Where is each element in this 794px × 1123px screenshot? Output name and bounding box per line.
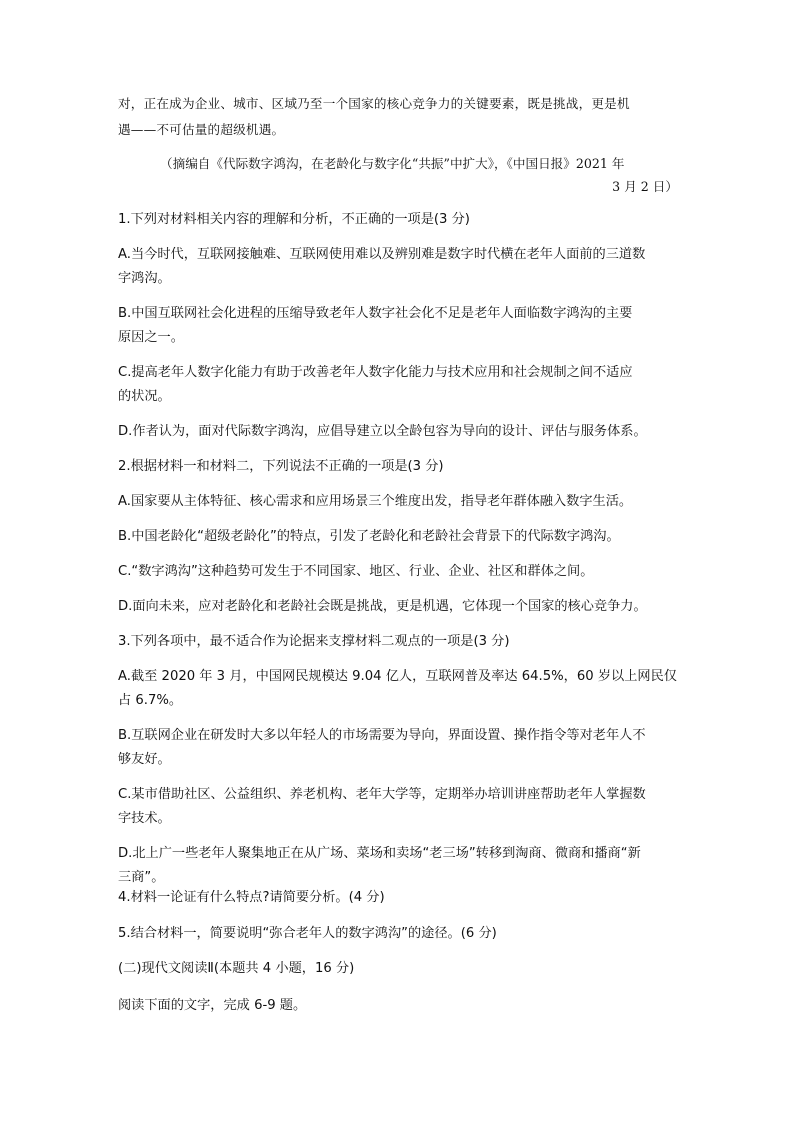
question-3-option-c-cont: 字技术。 (118, 811, 171, 826)
question-1-option-a-cont: 字鸿沟。 (118, 271, 171, 286)
source-citation-line-1: （摘编自《代际数字鸿沟，在老龄化与数字化“共振”中扩大》，《中国日报》2021 年 (160, 156, 625, 171)
question-3-option-a: A.截至 2020 年 3 月，中国网民规模达 9.04 亿人，互联网普及率达 64.5%，60 岁以上网民仅 (118, 669, 677, 684)
question-3-option-a-cont: 占 6.7%。 (118, 693, 183, 708)
question-2-option-b: B.中国老龄化“超级老龄化”的特点，引发了老龄化和老龄社会背景下的代际数字鸿沟。 (118, 529, 620, 544)
question-3-option-d-cont: 三商”。 (118, 870, 165, 885)
question-4: 4.材料一论证有什么特点?请简要分析。(4 分) (118, 890, 385, 905)
section-heading: (二)现代文阅读Ⅱ(本题共 4 小题，16 分) (118, 961, 355, 976)
intro-line-1: 对，正在成为企业、城市、区域乃至一个国家的核心竞争力的关键要素，既是挑战，更是机 (118, 96, 630, 111)
question-2-option-a: A.国家要从主体特征、核心需求和应用场景三个维度出发，指导老年群体融入数字生活。 (118, 494, 633, 509)
question-2-option-c: C.“数字鸿沟”这种趋势可发生于不同国家、地区、行业、企业、社区和群体之间。 (118, 564, 594, 579)
question-1-option-d: D.作者认为，面对代际数字鸿沟，应倡导建立以全龄包容为导向的设计、评估与服务体系。 (118, 424, 647, 439)
question-5: 5.结合材料一，简要说明“弥合老年人的数字鸿沟”的途径。(6 分) (118, 926, 497, 941)
source-citation-line-2: 3 月 2 日） (612, 179, 678, 194)
question-1-option-b-cont: 原因之一。 (118, 330, 184, 345)
question-1-stem: 1.下列对材料相关内容的理解和分析，不正确的一项是(3 分) (118, 212, 470, 227)
question-1-option-a: A.当今时代，互联网接触难、互联网使用难以及辨别难是数字时代横在老年人面前的三道数 (118, 247, 646, 262)
question-3-option-c: C.某市借助社区、公益组织、养老机构、老年大学等，定期举办培训讲座帮助老年人掌握数 (118, 787, 646, 802)
question-2-stem: 2.根据材料一和材料二，下列说法不正确的一项是(3 分) (118, 459, 444, 474)
question-1-option-c-cont: 的状况。 (118, 389, 171, 404)
question-1-option-b: B.中国互联网社会化进程的压缩导致老年人数字社会化不足是老年人面临数字鸿沟的主要 (118, 306, 633, 321)
question-3-option-b: B.互联网企业在研发时大多以年轻人的市场需要为导向，界面设置、操作指令等对老年人不 (118, 728, 646, 743)
question-2-option-d: D.面向未来，应对老龄化和老龄社会既是挑战，更是机遇，它体现一个国家的核心竞争力。 (118, 599, 647, 614)
intro-line-2: 遇——不可估量的超级机遇。 (118, 122, 285, 137)
question-3-option-b-cont: 够友好。 (118, 752, 171, 767)
question-3-stem: 3.下列各项中，最不适合作为论据来支撑材料二观点的一项是(3 分) (118, 634, 510, 649)
reading-instruction: 阅读下面的文字，完成 6-9 题。 (118, 998, 307, 1013)
question-1-option-c: C.提高老年人数字化能力有助于改善老年人数字化能力与技术应用和社会规制之间不适应 (118, 365, 633, 380)
question-3-option-d: D.北上广一些老年人聚集地正在从广场、菜场和卖场“老三场”转移到淘商、微商和播商“新 (118, 846, 641, 861)
